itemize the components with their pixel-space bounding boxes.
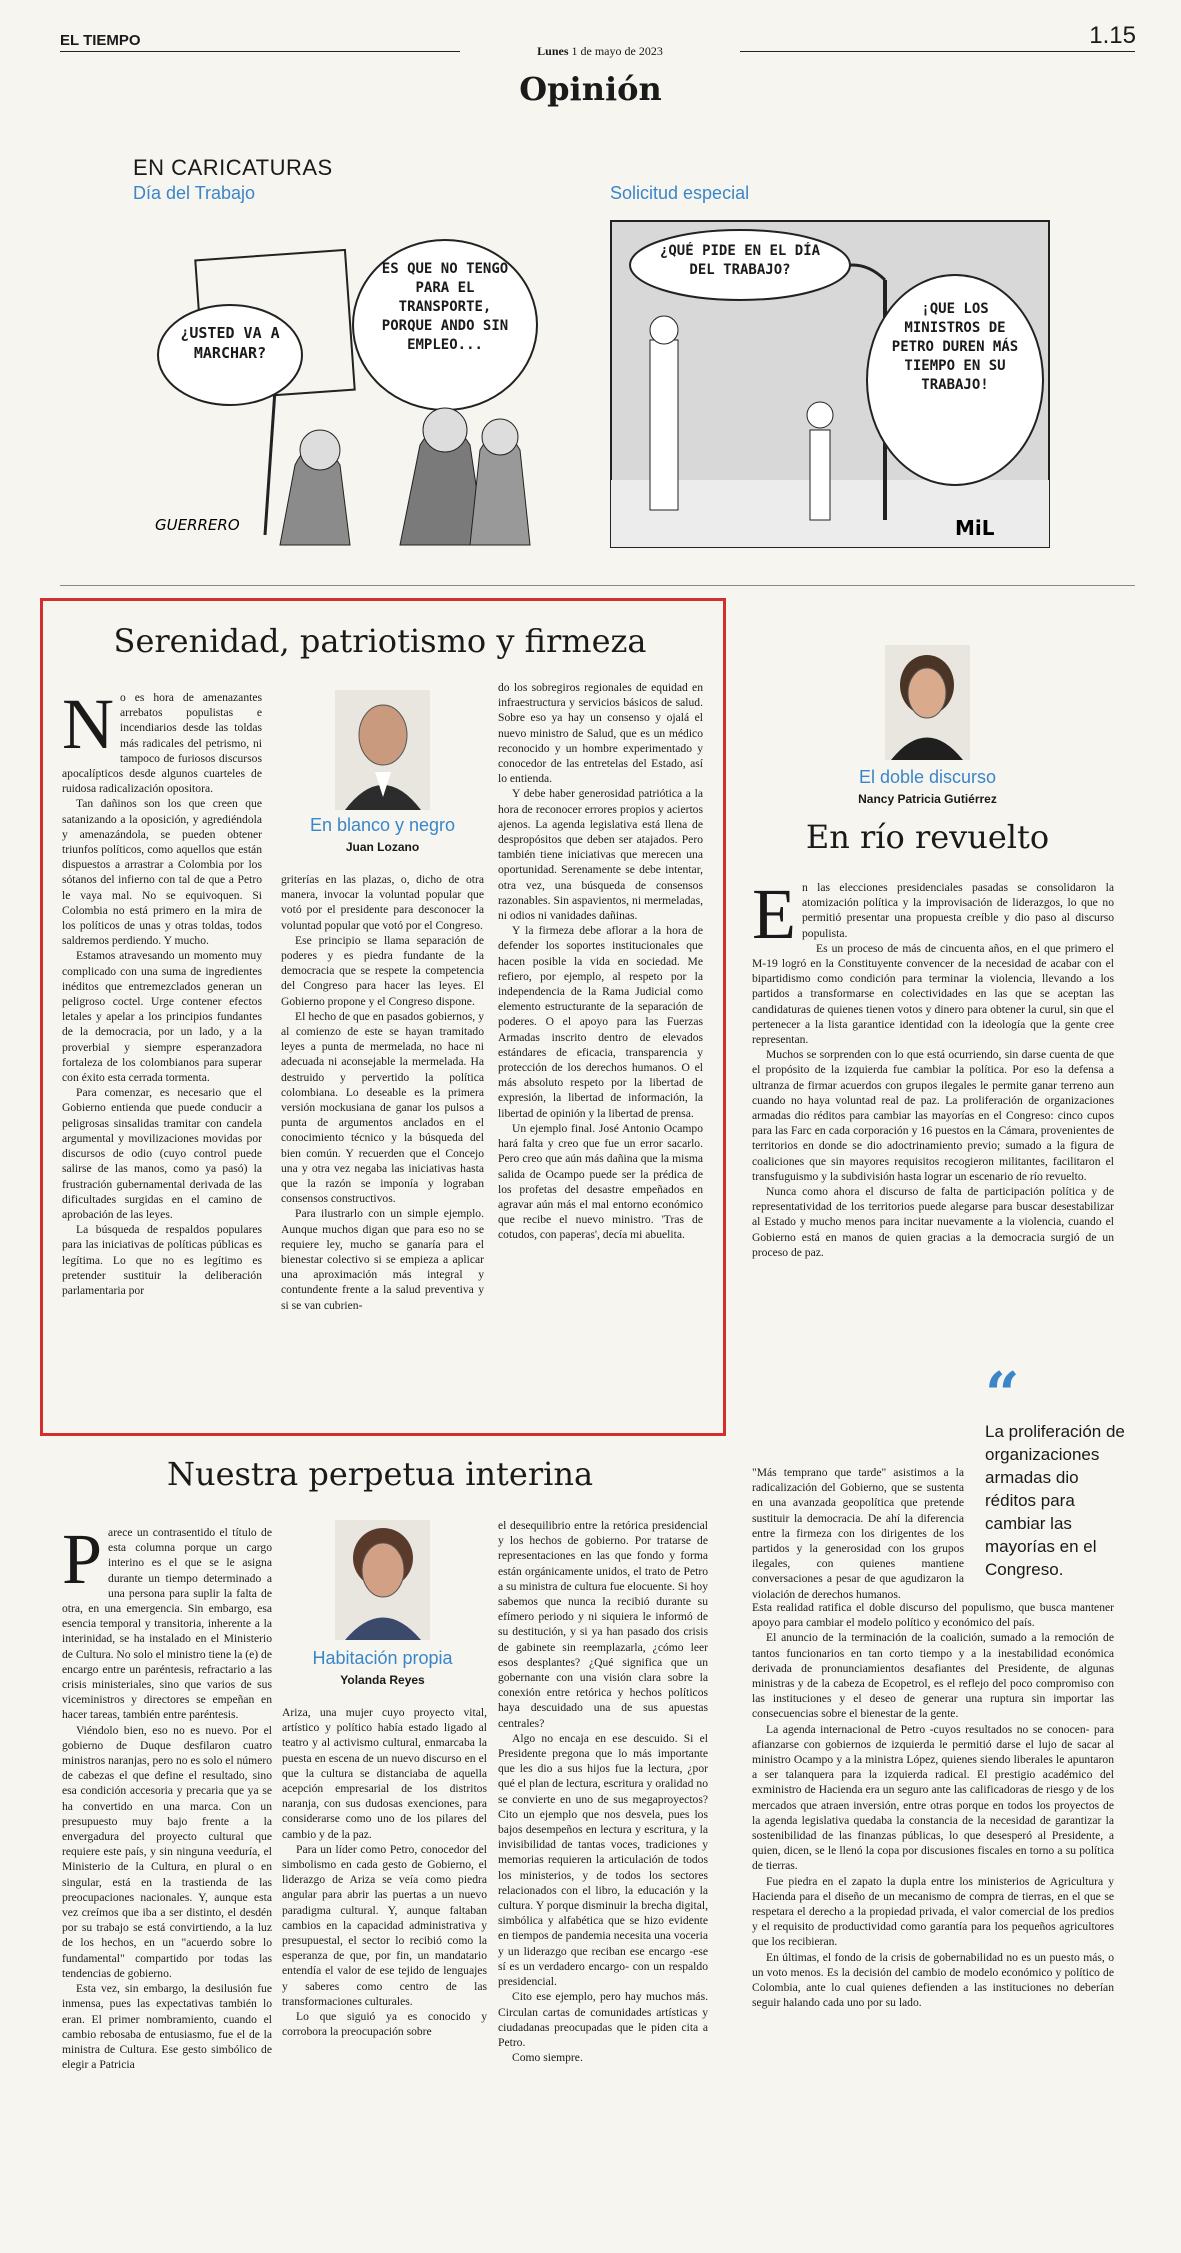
cartoon-left-bubble-1: ¿USTED VA A MARCHAR?: [180, 324, 280, 362]
cartoon-left-drawing: [125, 215, 565, 550]
article2-author: Yolanda Reyes: [340, 1673, 425, 1687]
issue-date: Lunes 1 de mayo de 2023: [537, 44, 663, 58]
cartoon-right-bubble-1: ¿QUÉ PIDE EN EL DÍA DEL TRABAJO?: [659, 243, 821, 278]
author-photo-juan-lozano: [335, 690, 430, 810]
paragraph: En últimas, el fondo de la crisis de gobernabilidad no es un puesto más, o un voto menos. Es la decisión del cambio de modelo económico y político de Colombia, ante lo cual quienes defienden a las instituciones no deberían seguir halando cada uno por su lado.: [752, 1950, 1114, 2010]
cartoon-left-bubble-2: ES QUE NO TENGO PARA EL TRANSPORTE, PORQUE ANDO SIN EMPLEO...: [381, 261, 509, 353]
paragraph: Estamos atravesando un momento muy complicado con una suma de ingredientes inéditos que entremezclados generan un peligroso coctel. Urge contener efectos letales y apelar a los principios fundantes de la democracia, por un lado, y a la proverbial y siempre esperanzadora fortaleza de los colombianos para superar con éxito esta cerrada tormenta.: [62, 949, 262, 1085]
paragraph: el desequilibrio entre la retórica presidencial y los hechos de gobierno. Por tratarse de representaciones en las que fondo y forma están orgánicamente unidos, el trato de Petro a su ministra de cultura fue elocuente. Si hoy sabemos que nunca la recibió durante su efímero periodo y ni siquiera le informó de su destitución, y si ya han pasado dos crisis de gabinete sin reemplazarla, ¿cómo leer esos desplantes? ¿Qué significa que un gobernante con una visión clara sobre la conexión entre retórica y hechos políticos haya descuidado una de sus apuestas centrales?: [498, 1519, 708, 1730]
paragraph: o es hora de amenazantes arrebatos populistas e incendiarios desde las toldas más radicales del petrismo, ni tampoco de furiosos discursos apocalípticos desde algunos cuarteles de ruidosa radicalización opositora.: [62, 691, 262, 796]
article1-author: Juan Lozano: [345, 840, 420, 854]
paragraph: Para ilustrarlo con un simple ejemplo. Aunque muchos digan que para eso no se requiere ley, mucho se ganaría para el bienestar colectivo si se empieza a aplicar una aproximación más integral y contundente frente a la salud preventiva y si se van cubrien-: [281, 1207, 484, 1312]
author-photo-drawing: [335, 1520, 430, 1640]
article3-headline: En río revuelto: [805, 818, 1050, 856]
newspaper-name: EL TIEMPO: [60, 32, 141, 49]
cartoon-left: [125, 215, 565, 550]
cartoon-right-bubble-2: ¡QUE LOS MINISTROS DE PETRO DUREN MÁS TIEMPO EN SU TRABAJO!: [891, 301, 1019, 393]
article1-col1: [62, 684, 262, 1298]
paragraph: Lo que siguió ya es conocido y corrobora la preocupación sobre: [282, 2010, 487, 2039]
cartoon-right: [610, 220, 1050, 548]
article1-col3: [498, 680, 703, 1243]
cartoons-label: EN CARICATURAS: [133, 155, 333, 180]
article2-col1: [62, 1519, 272, 2072]
paragraph: Muchos se sorprenden con lo que está ocurriendo, sin darse cuenta de que el propósito de la izquierda fue cambiar la política. Por eso la defensa a ultranza de firmar acuerdos con grupos ilegales le permite ganar terreno aun cuando no haya voluntad real de paz. La proliferación de organizaciones armadas dio réditos para cambiar las mayorías en el Congreso: cinco cupos para las Farc en cada corporación y 16 puestos en la Cámara, provenientes de territorios en donde se dio adoctrinamiento previo; sumado a la figura de coaliciones que sin mayores requisitos recogieron militantes, facilitaron el transfuguismo y la subdivisión hasta lograr un escenario de río revuelto.: [752, 1048, 1114, 1183]
page-number: 1.15: [1089, 22, 1136, 49]
author-photo-drawing: [885, 645, 970, 760]
cartoon-left-signature: GUERRERO: [155, 516, 240, 534]
masthead-rule-right: [740, 51, 1135, 52]
article2-col2: [282, 1705, 487, 2039]
author-photo-drawing: [335, 690, 430, 810]
paragraph: Para comenzar, es necesario que el Gobierno entienda que puede conducir a peligrosas sinsalidas tramitar con candela argumental y movilizaciones movidas por discursos de odio (cuyo control puede salirse de las manos, como ya pasó) la frustración gubernamental derivada de las dificultades surgidas en el camino de aprobación de las leyes.: [62, 1086, 262, 1221]
paragraph: n las elecciones presidenciales pasadas se consolidaron la atomización política y la improvisación de liderazgos, lo que no permitió presentar una propuesta creíble y dio paso al discurso populista.: [801, 881, 1114, 940]
paragraph: Ese principio se llama separación de poderes y es piedra fundante de la democracia que se respete la competencia del Congreso para hacer las leyes. El Gobierno propone y el Congreso dispone.: [281, 933, 484, 1008]
article2-headline: Nuestra perpetua interina: [166, 1455, 594, 1493]
author-photo-nancy-patricia-gutierrez: [885, 645, 970, 760]
paragraph: Fue piedra en el zapato la dupla entre los ministerios de Agricultura y Hacienda para el diseño de un mecanismo de compra de tierras, en el que se respetara el derecho a la propiedad privada, el valor comercial de los predios y el requisito de productividad como garantía para los pequeños agricultores que los recibieran.: [752, 1874, 1114, 1949]
article3-rest: [752, 1600, 1114, 2010]
article2-dropcap: P: [62, 1519, 103, 1599]
paragraph: Viéndolo bien, eso no es nuevo. Por el gobierno de Duque desfilaron cuatro ministros naranjas, pero no es solo el número de cabezas el que define el resultado, sino esa condición accesoria y precaria que ya se ha convertido en una marca. Con un presupuesto muy bajo frente a la envergadura del proyecto cultural que requiere este país, y sin ninguna veeduría, el Ministerio de la Cultura, en plural o en singular, está en la trastienda de las preocupaciones nacionales. Y, aunque esta vez creímos que iba a ser distinto, el desdén por su trabajo se está convirtiendo, a la luz de los hechos, en un "acuerdo sobre lo fundamental" compartido por todas las tendencias de gobierno.: [62, 1723, 272, 1980]
paragraph: Como siempre.: [512, 2051, 583, 2065]
paragraph: Esta vez, sin embargo, la desilusión fue inmensa, pues las expectativas también lo eran. El primer nombramiento, cuando el cambio rebosaba de entusiasmo, fue el de la ministra de Cultura. Ese gesto simbólico de elegir a Patricia: [62, 1982, 272, 2072]
author-photo-yolanda-reyes: [335, 1520, 430, 1640]
pull-quote: [985, 1360, 1125, 1581]
paragraph: El anuncio de la terminación de la coalición, sumado a la remoción de tantos funcionarios en tan corto tiempo y a la inestabilidad económica derivada de pronunciamientos desafiantes del Presidente, de algunas ministras y de la cabeza de Ecopetrol, es el reflejo del poco compromiso con las instituciones y el deseo de generar una ruptura sin importar las consecuencias sobre el bienestar de la gente.: [752, 1631, 1114, 1721]
paragraph: La búsqueda de respaldos populares para las iniciativas de políticas públicas es legítima. Lo que no es legítimo es pretender sustituir la deliberación parlamentaria por: [62, 1223, 262, 1297]
article1-column-name: En blanco y negro: [309, 815, 456, 835]
article3-narrow: [752, 1465, 964, 1602]
article1-col2: [281, 872, 484, 1313]
paragraph: El hecho de que en pasados gobiernos, y al comienzo de este se hayan tramitado leyes a punta de mermelada, no hace ni adecuada ni aconsejable la mermelada. Ha destruido y pervertido la política colombiana. Lo deseable es la primera versión mockusiana de ganar los pulsos a punta de argumentos anclados en el conocimiento técnico y la búsqueda del bien común. Y recuerden que el Concejo una y otra vez negaba las iniciativas hasta que la razón se imponía y lograban consensos constructivos.: [281, 1009, 484, 1206]
article3-column-name: El doble discurso: [858, 767, 997, 787]
pull-quote-text: La proliferación de organizaciones armadas dio réditos para cambiar las mayorías en el Congreso.: [985, 1422, 1125, 1579]
article3-author: Nancy Patricia Gutiérrez: [858, 792, 997, 806]
article1-headline: Serenidad, patriotismo y firmeza: [113, 622, 647, 660]
paragraph: Es un proceso de más de cincuenta años, en el que primero el M-19 logró en la Constituyente convencer de la necesidad de acabar con el bipartidismo como condición para terminar la violencia, llevando a los partidos a transformarse en colectividades en las que se aceptan las candidaturas de quienes tienen votos y dinero para obtener la curul, sin que el pertenecer a la lista garantice identidad con la ideología que la gente cree representan.: [752, 941, 1114, 1047]
cartoon-right-signature: MiL: [955, 516, 995, 540]
section-divider: [60, 585, 1135, 586]
paragraph: Cito ese ejemplo, pero hay muchos más. Circulan cartas de comunidades artísticas y ciudadanas preocupadas que le piden cita a Petro.: [498, 1990, 708, 2049]
paragraph: "Más temprano que tarde" asistimos a la radicalización del Gobierno, que se sustenta en una avanzada geopolítica que pretende sustituir la democracia. De ahí la diferencia entre la firmeza con los dirigentes de los partidos y la generosidad con los grupos ilegales, con quienes mantiene conversaciones a pesar de que agudizaron la violación de derechos humanos.: [752, 1466, 964, 1601]
article1-dropcap: N: [62, 684, 114, 764]
paragraph: Un ejemplo final. José Antonio Ocampo hará falta y creo que fue un error sacarlo. Pero creo que aún más dañina que la misma salida de Ocampo puede ser la prédica de los profetas del desastre empeñados en agravar aún más el mal entorno económico que recibe el nuevo ministro. 'Tras de cotudos, con paperas', decía mi abuelita.: [498, 1121, 703, 1242]
article3-lead: [752, 874, 1114, 1260]
article3-dropcap: E: [752, 874, 796, 954]
article2-col3: [498, 1518, 708, 2065]
cartoon-right-title: Solicitud especial: [610, 183, 750, 203]
cartoon-left-title: Día del Trabajo: [133, 183, 256, 203]
paragraph: Algo no encaja en ese descuido. Si el Presidente pregona que lo más importante que les dio a sus hijos fue la lectura, ¿por qué el plan de lectura, escritura y oralidad no se convierte en uno de sus megaproyectos? Cito un ejemplo que nos desvela, pues los bajos desempeños en lectura y escritura, y la invisibilidad de tantas voces, tradiciones y memorias requieren la articulación de todos los ministerios, y de todos los sectores relacionados con el libro, la educación y la cultura. Y porque disminuir la brecha digital, simbólica y alfabética que se hizo evidente en tiempos de pandemia necesita una voceria y un liderazgo que reciban ese encargo -ese sí es un verdadero encargo- con un respaldo presidencial.: [498, 1731, 708, 1989]
paragraph: griterías en las plazas, o, dicho de otra manera, invocar la voluntad popular que votó por el presidente para desconocer la voluntad popular que votó por el Congreso.: [281, 873, 484, 932]
paragraph: Y debe haber generosidad patriótica a la hora de reconocer errores propios y aciertos ajenos. La agenda legislativa está llena de despropósitos que deben ser atajados. Pero también tiene iniciativas que merecen una oportunidad. Serenamente se debe intentar, otra vez, una búsqueda de consensos razonables. Sin aspavientos, ni mermeladas, ni odios ni vanidades dañinas.: [498, 787, 703, 923]
paragraph: do los sobregiros regionales de equidad en infraestructura y servicios básicos de salud. Sobre eso ya hay un consenso y ojalá el nuevo ministro de Salud, que es un médico reconocido y un hombre experimentado y conocedor de las entretelas del Estado, así lo entienda.: [498, 681, 703, 786]
paragraph: Nunca como ahora el discurso de falta de participación política y de representatividad de los territorios puede alegarse para buscar desestabilizar al Estado y mucho menos para incitar nuevamente a la violencia, cuando el Gobierno está en manos de quien gracias a la democracia surgió de un proceso de paz.: [752, 1185, 1114, 1259]
paragraph: La agenda internacional de Petro -cuyos resultados no se conocen- para afianzarse con gobiernos de izquierda le permitió darse el lujo de sacar al ministro Ocampo y a la ministra López, quienes siendo liberales le apuntaron a ser talanquera para la izquierda radical. El prestigio académico del exministro de Hacienda era un seguro ante las calificadoras de riesgo y de los mercados que atraen inversión, entre otras porque en todos los proyectos de la agenda legislativa quedaba la constancia de la necesidad de garantizar la sostenibilidad de las finanzas públicas, lo que desesperó al Presidente, a quien, dicen, se le llenó la copa por discusiones fiscales en torno a su política de tierras.: [752, 1722, 1114, 1873]
quote-mark-icon: “: [985, 1360, 1020, 1430]
masthead-rule-left: [60, 51, 460, 52]
section-title: Opinión: [519, 70, 662, 108]
paragraph: Ariza, una mujer cuyo proyecto vital, artístico y político había estado ligado al teatro y al activismo cultural, enmarcaba la puesta en escena de un nuevo discurso en el que la cultura se distanciaba de aquella acepción empresarial de los distritos naranja, con sus dudosas exenciones, para considerarse como uno de los pilares del cambio y de la paz.: [282, 1706, 487, 1841]
paragraph: Tan dañinos son los que creen que satanizando a la oposición, y agrediéndola y amenazándola, se pueden obtener triunfos políticos, como aquellos que están dispuestos a arrastrar a Colombia por los sótanos del infierno con tal de que a Petro le vaya mal. No se equivoquen. Si Colombia no está primero en la mira de los políticos de unas y otras toldas, todos saldremos perdiendo. Y mucho.: [62, 797, 262, 948]
paragraph: arece un contrasentido el título de esta columna porque un cargo interino es el que se le asigna durante un tiempo determinado a una persona para suplir la falta de otra, en una emergencia. Sin embargo, esa esencia temporal y transitoria, inherente a la interinidad, se ha instalado en el Ministerio de Cultura. No solo el ministro tiene la (e) de encargo entre un paréntesis, refractario a las crisis ministeriales, sino que varios de sus viceministros y directores se empeñan en hacer tareas, también entre paréntesis.: [62, 1526, 272, 1722]
paragraph: Y la firmeza debe aflorar a la hora de defender los soportes institucionales que hacen posible la vida en sociedad. Me refiero, por ejemplo, al respeto por la independencia de la Rama Judicial como elemento estructurante de la separación de poderes. O el apoyo para las Fuerzas Armadas inscrito dentro de elevados estándares de eficacia, transparencia y protección de los derechos humanos. O el más absoluto respeto por la libertad de expresión, la libertad de información, la libertad de opinión y la libertad de prensa.: [498, 924, 703, 1120]
paragraph: Esta realidad ratifica el doble discurso del populismo, que busca mantener apoyo para cambiar el modelo político y económico del país.: [752, 1601, 1114, 1630]
article2-column-name: Habitación propia: [312, 1648, 453, 1668]
cartoon-right-drawing: [610, 220, 1050, 548]
paragraph: Para un líder como Petro, conocedor del simbolismo en cada gesto de Gobierno, el liderazgo de Ariza se veía como piedra angular para abrir las puertas a un nuevo paradigma cultural. Y, aunque faltaban cambios en la capacidad administrativa y presupuestal, el sector lo recibió como la esperanza de que, por fin, un mandatario entendía el valor de ese tejido de lenguajes y saberes como centro de las transformaciones culturales.: [282, 1842, 487, 2008]
